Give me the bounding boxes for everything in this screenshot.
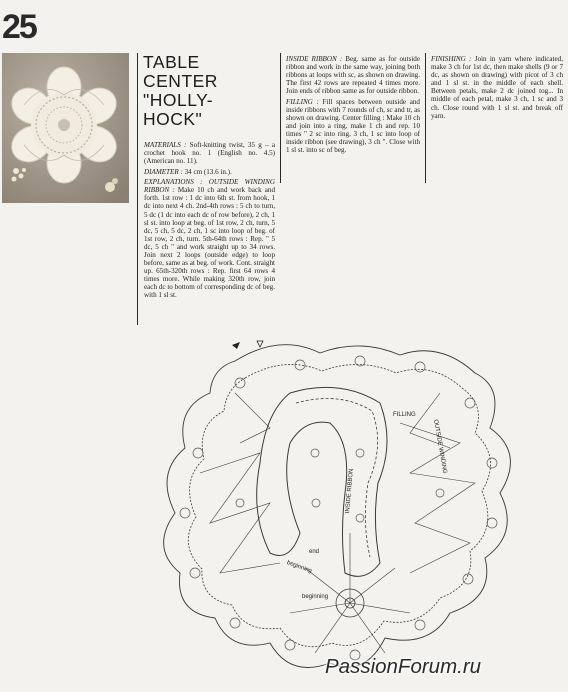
title-line: "HOLLY-: [143, 90, 214, 110]
column-divider: [425, 53, 426, 183]
finishing-paragraph: [431, 55, 563, 120]
filling-label: FILLING :: [286, 97, 319, 106]
site-watermark: PassionForum.ru: [325, 655, 482, 678]
inside-ribbon-label: INSIDE RIBBON :: [286, 55, 343, 63]
finishing-text: Join in yarn where indicated, make 3 ch for 1st dc, then make shells (9 or 7 dc, as shown on drawing) with picot of 3 ch and 1 sl st. in the middle of each shell. Between petals, make 2 dc joined tog... In middle of each petal, make 3 ch, 1 sc and 3 ch. Close round with 1 sl st. and break off yarn.: [431, 55, 563, 120]
inside-ribbon-paragraph: [286, 55, 420, 95]
materials-label: MATERIALS :: [144, 141, 187, 149]
filling-label: FILLING: [393, 412, 416, 418]
title-line: HOCK": [143, 109, 203, 129]
page-number: 25: [2, 8, 36, 46]
materials-text: Soft-knitting twist, 35 g – a crochet hook no. 1 (English no. 4.5) (American no. 11).: [144, 141, 276, 166]
filling-paragraph: [286, 98, 420, 155]
diameter-paragraph: [144, 168, 275, 176]
column-divider: [137, 53, 138, 325]
beginning-label: beginning: [285, 560, 313, 575]
explanations-paragraph: [144, 178, 275, 299]
finishing-column: [431, 55, 563, 122]
column-divider: [280, 53, 281, 183]
beginning-label: beginning: [302, 594, 329, 600]
title-line: CENTER: [143, 71, 218, 91]
end-label: end: [309, 549, 320, 555]
materials-column: [144, 141, 275, 302]
materials-paragraph: [144, 141, 275, 165]
pattern-title: [143, 53, 269, 129]
inside-ribbon-text: Beg. same as for outside ribbon and work in the same way, joining both ribbons at loops with sc, as shown on drawing. The first 42 rows are repeated 4 times more. Join ends of ribbon same as for outside ribbon.: [286, 55, 420, 96]
diameter-label: DIAMETER :: [144, 167, 183, 176]
filling-text: Fill spaces between outside and inside ribbons with 7 rounds of ch, sc and tr, as shown on drawing. Center filling : Make 10 ch and join into a ring, make 1 ch and rep. 10 times " 2 sc into ring, 3 ch, 1 sc into loop of inside ribbon (see drawing), 3 ch ". Close with 1 sl st. into sc of beg.: [286, 97, 420, 155]
title-line: TABLE: [143, 52, 200, 72]
outside-winding-label: OUTSIDE WINDING: [432, 419, 448, 475]
explanations-label: EXPLANATIONS : OUTSIDE WINDING RIBBON :: [144, 178, 275, 195]
explanations-text: Make 10 ch and work back and forth. 1st row : 1 dc into 6th st. from hook, 1 dc into next 4 ch. 2nd-4th rows : 5 ch to turn, 5 dc (1 dc into each dc of row before), 2 ch, 1 sl st. into loop at beg. of 1st row, 2 ch, turn, 5 dc, 5 ch, 5 dc, 2 ch, 1 sc into loop of beg. of 1st row, 2 ch, turn. 5th-64th rows : Rep. " 5 dc, 5 ch " and work straight up to 34 rows. Join next 2 loops (outside edge) to loop before, same as at beg. of work. Cont. straight up. 65th-320th rows : Rep. first 64 rows 4 times more. While making 320th row, join each dc to bottom of corresponding dc of beg. with 1 sl st.: [144, 186, 275, 300]
doily-photo: [2, 53, 129, 203]
inside-ribbon-column: [286, 55, 420, 157]
crochet-diagram: [140, 333, 560, 687]
finishing-label: FINISHING :: [431, 55, 472, 63]
inside-ribbon-label: INSIDE RIBBON: [345, 468, 355, 514]
diameter-text: 34 cm (13.6 in.).: [184, 167, 232, 176]
